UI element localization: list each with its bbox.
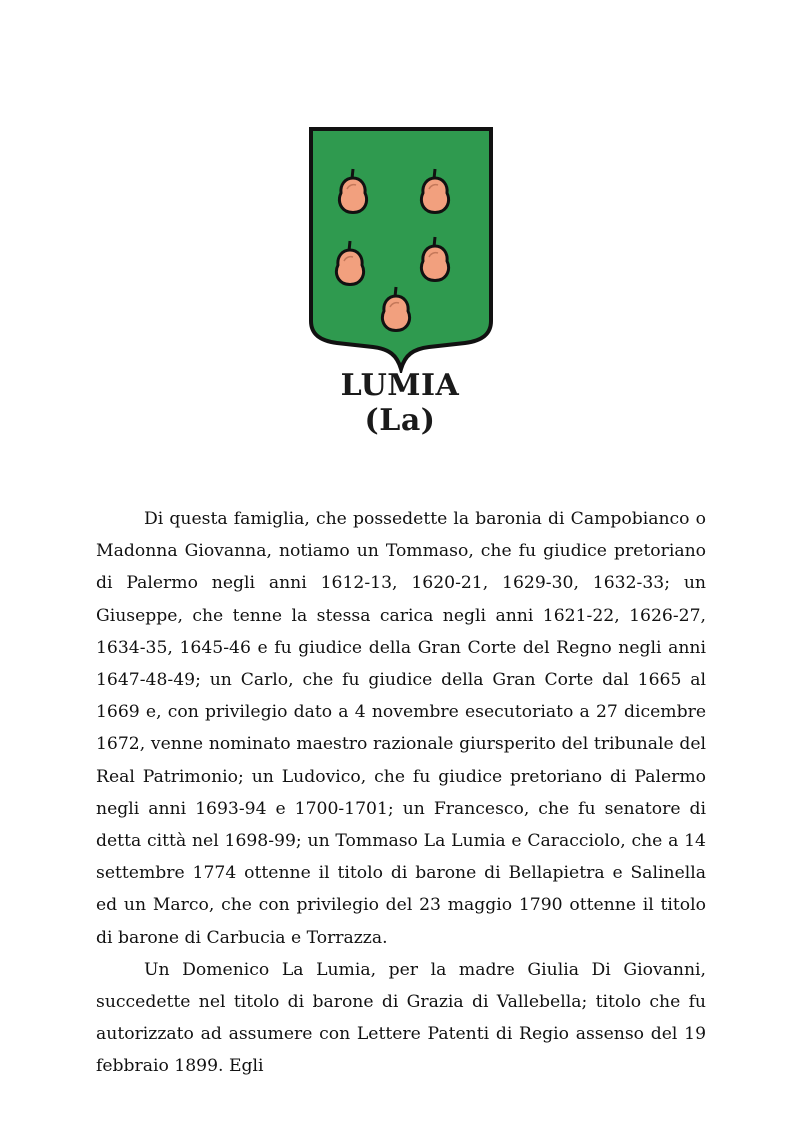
coat-of-arms-icon <box>305 125 497 373</box>
paragraph-1: Di questa famiglia, che possedette la baronia di Campobianco o Madonna Giovanna, notiamo un Tommaso, che fu giudice pretoriano di Palermo negli anni 1612-13, 1620-21, 1629-30, 1632-33; un Giuseppe, che tenne la stessa carica negli anni 1621-22, 1626-27, 1634-35, 1645-46 e fu giudice della Gran Corte del Regno negli anni 1647-48-49; un Carlo, che fu giudice della Gran Corte dal 1665 al 1669 e, con privilegio dato a 4 novembre esecutoriato a 27 dicembre 1672, venne nominato maestro razionale giursperito del tribunale del Real Patrimonio; un Ludovico, che fu giudice pretoriano di Palermo negli anni 1693-94 e 1700-1701; un Francesco, che fu senatore di detta città nel 1698-99; un Tommaso La Lumia e Caracciolo, che a 14 settembre 1774 ottenne il titolo di barone di Bellapietra e Salinella ed un Marco, che con privilegio del 23 maggio 1790 ottenne il titolo di barone di Carbucia e Torrazza. <box>96 509 706 948</box>
body-text <box>96 503 706 1083</box>
paragraph-2: Un Domenico La Lumia, per la madre Giulia Di Giovanni, succedette nel titolo di barone di Grazia di Vallebella; titolo che fu autorizzato ad assumere con Lettere Patenti di Regio assenso del 19 febbraio 1899. Egli <box>96 959 706 1077</box>
crest-caption: LUMIA (La) <box>340 368 460 438</box>
